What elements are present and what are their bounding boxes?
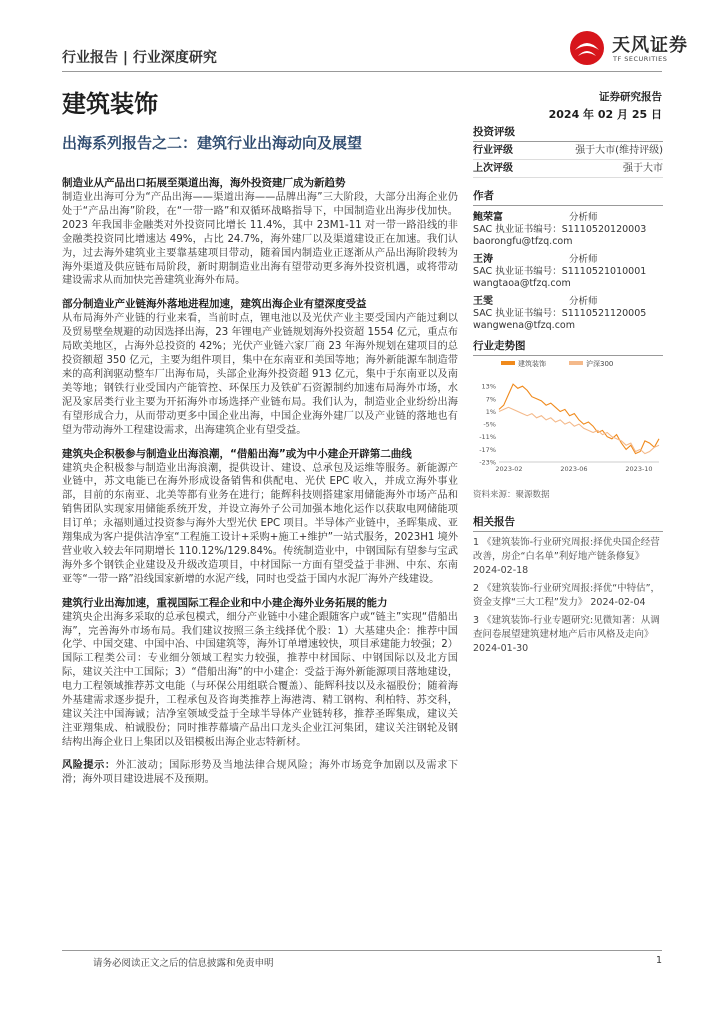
brand-name-en: TF SECURITIES xyxy=(613,55,668,63)
rating-key: 行业评级 xyxy=(473,145,513,156)
related-report-item[interactable]: 1 《建筑装饰-行业研究周报:择优央国企经营改善，房企“白名单”利好地产链条修复》 2024-02-18 xyxy=(473,537,660,576)
author-sac: SAC 执业证书编号：S1110521120005 xyxy=(473,308,647,319)
industry-title: 建筑装饰 xyxy=(62,90,158,118)
authors-panel xyxy=(473,188,663,332)
rating-row xyxy=(473,142,663,160)
legend-label: 沪深300 xyxy=(586,360,614,368)
author-role: 分析师 xyxy=(569,212,598,223)
trend-chart xyxy=(473,356,663,476)
x-tick-label: 2023-02 xyxy=(495,465,523,473)
chart-source: 资料来源：聚源数据 xyxy=(473,490,550,500)
trend-heading: 行业走势图 xyxy=(473,338,663,356)
x-tick-label: 2023-10 xyxy=(625,465,653,473)
header-divider xyxy=(62,71,662,72)
related-panel xyxy=(473,514,663,656)
report-title: 出海系列报告之二：建筑行业出海动向及展望 xyxy=(62,134,363,152)
x-tick-label: 2023-06 xyxy=(560,465,588,473)
y-tick-label: -17% xyxy=(479,445,496,454)
y-tick-label: -11% xyxy=(479,433,496,442)
tf-securities-logo-icon xyxy=(569,30,605,66)
author-email[interactable]: wangwena@tfzq.com xyxy=(473,320,575,331)
authors-heading: 作者 xyxy=(473,188,663,206)
section-heading-4: 建筑行业出海加速，重视国际工程企业和中小建企海外业务拓展的能力 xyxy=(62,596,388,609)
related-heading: 相关报告 xyxy=(473,514,663,532)
author-name: 鲍荣富 xyxy=(473,212,503,223)
author-card xyxy=(473,254,663,290)
risk-text: 外汇波动；国际形势及当地法律合规风险；海外市场竞争加剧以及需求下滑；海外项目建设进展不及预期。 xyxy=(62,759,459,785)
legend-swatch xyxy=(569,361,583,365)
rating-key: 上次评级 xyxy=(473,163,513,174)
related-report-item[interactable]: 3 《建筑装饰-行业专题研究:见微知著：从调查问卷展望建筑建材地产后市风格及走向》 2024-01-30 xyxy=(473,615,660,654)
section-heading-1: 制造业从产品出口拓展至渠道出海，海外投资建厂成为新趋势 xyxy=(62,177,346,189)
rating-panel xyxy=(473,124,663,178)
legend-label: 建筑装饰 xyxy=(518,360,546,368)
rating-row xyxy=(473,160,663,178)
author-name: 王涛 xyxy=(473,254,493,265)
author-sac: SAC 执业证书编号：S1110521010001 xyxy=(473,266,647,277)
footer-divider xyxy=(62,950,662,951)
author-email[interactable]: wangtaoa@tfzq.com xyxy=(473,278,571,289)
author-role: 分析师 xyxy=(569,296,598,307)
risk-heading: 风险提示： xyxy=(62,759,116,771)
y-tick-label: 13% xyxy=(481,382,496,391)
section-text-2: 从布局海外产业链的行业来看，当前时点，锂电池以及光伏产业主要受国内产能过剩以及贸易壁垒规避的动因选择出海，23 年锂电产业链规划海外投资超 1554 亿元，重点布局欧美地区，占海外总投资的 42%；光伏产业链六家厂商 23 年海外规划在建项目的总投资额超 350 亿元，主要为组件项目，集中在东南亚和美国等地；海外新能源车制造带来的高利润驱动整车厂出海布局，头部企业海外投资超 913 亿元，集中于东南亚以及南美等地；钢铁行业受国内产能管控、环保压力及铁矿石资源制约加速布局海外市场，水泥及家居类行业主要为开拓海外市场选择产业链布局。我们认为，制造业企业纷纷出海有望形成合力，从而带动更多中国企业出海，中国企业海外建厂以及产业链的落地也有望为带动海外工程建设需求，出海建筑企业有望受益。 xyxy=(62,313,458,436)
author-card xyxy=(473,296,663,332)
section-heading-3: 建筑央企积极参与制造业出海浪潮，“借船出海”或为中小建企开辟第二曲线 xyxy=(62,447,412,460)
legend-swatch xyxy=(501,361,515,365)
main-body xyxy=(62,176,458,796)
trend-heading-wrap xyxy=(473,338,663,356)
report-type-label: 行业报告 | 行业深度研究 xyxy=(62,50,217,66)
series-line-index xyxy=(499,407,659,453)
section-heading-2: 部分制造业产业链海外落地进程加速，建筑出海企业有望深度受益 xyxy=(62,298,367,311)
rating-value: 强于大市(维持评级) xyxy=(575,145,663,156)
rating-value: 强于大市 xyxy=(623,163,663,174)
section-text-1: 制造业出海可分为“产品出海——渠道出海——品牌出海”三大阶段，大部分出海企业仍处于“产品出海”阶段，在“一带一路”和双循环战略指导下，中国制造业出海步伐加快。2023 年我国非金融类对外投资同比增长 11.4%，其中 23M1-11 对一带一路沿线的非金融类投资同比增速达 49%，占比 24.7%，海外建厂以及渠道建设正在加速。我们认为，过去海外建筑业主要靠基建项目带动，随着国内制造业正逐渐从产品出海阶段转为海外渠道及供应链布局阶段，新时期制造业出海有望带动更多海外投资机遇，或将带动建设需求从而加快完善建筑业海外布局。 xyxy=(62,192,458,287)
series-line-sector xyxy=(499,384,659,454)
y-tick-label: 1% xyxy=(485,407,496,416)
section-text-3: 建筑央企积极参与制造业出海浪潮，提供设计、建设、总承包及运维等服务。新能源产业链中，苏文电能已在海外形成设备销售和供配电、光伏 EPC 收入，并成立海外事业部，目前的东南亚、北美等都有业务在进行；能辉科技则搭建家用储能海外市场产品和销售团队实现家用储能系统开发，并设立海外子公司加强本地化运作以获取电网储能项目订单；永福则通过投资参与海外大型光伏 EPC 项目。半导体产业链中，圣晖集成、亚翔集成为客户提供洁净室“工程施工设计+采购+施工+维护”一站式服务，2023H1 境外营业收入较去年同期增长 110.12%/129.84%。传统制造业中，中钢国际有望参与宝武海外多个钢铁企业建设及升级改造项目，中材国际一方面有望受益于非洲、中东、东南亚等“一带一路”沿线国家新增的水泥产线，同时也受益于国内水泥厂海外产线建设。 xyxy=(62,462,458,585)
author-sac: SAC 执业证书编号：S1110520120003 xyxy=(473,224,647,235)
brand-name-cn: 天风证券 xyxy=(612,35,688,56)
y-tick-label: -23% xyxy=(479,458,496,467)
author-role: 分析师 xyxy=(569,254,598,265)
author-card xyxy=(473,212,663,248)
report-date: 2024 年 02 月 25 日 xyxy=(548,108,662,121)
footer-disclaimer: 请务必阅读正文之后的信息披露和免责申明 xyxy=(93,958,274,969)
rating-heading: 投资评级 xyxy=(473,124,663,142)
author-email[interactable]: baorongfu@tfzq.com xyxy=(473,236,573,247)
report-kind: 证券研究报告 xyxy=(599,91,662,103)
author-name: 王雯 xyxy=(473,296,493,307)
page-number: 1 xyxy=(655,955,662,966)
y-tick-label: -5% xyxy=(483,420,496,429)
related-report-item[interactable]: 2 《建筑装饰-行业研究周报:择优“中特估”，资金支撑“三大工程”发力》 2024-02-04 xyxy=(473,583,661,608)
section-text-4: 建筑央企出海多采取的总承包模式，细分产业链中小建企跟随客户或“链主”实现“借船出海”，完善海外市场布局。我们建议按照三条主线择优个股：1）大基建央企：推荐中国化学、中国交建、中国中冶、中国建筑等，海外订单增速较快，项目承建能力较强；2）国际工程类公司：专业细分领域工程实力较强，推荐中材国际、中钢国际以及北方国际，建议关注中工国际；3）“借船出海”的中小建企：受益于海外新能源项目落地建设，电力工程领域推荐苏文电能（与环保公用组联合覆盖）、能辉科技以及永福股份；随着海外基建需求逐步提升，工程承包及咨询类推荐上海港湾、精工钢构、利柏特、苏交科，建议关注中国海诚；洁净室领域受益于全球半导体产业链转移，推荐圣晖集成，建议关注亚翔集成、柏诚股份；同时推荐幕墙产品出口龙头企业江河集团，建议关注钢轮及钢结构出海企业日上集团以及铝模板出海企业志特新材。 xyxy=(62,611,458,748)
risk-warning xyxy=(62,759,458,787)
y-tick-label: 7% xyxy=(485,395,496,404)
